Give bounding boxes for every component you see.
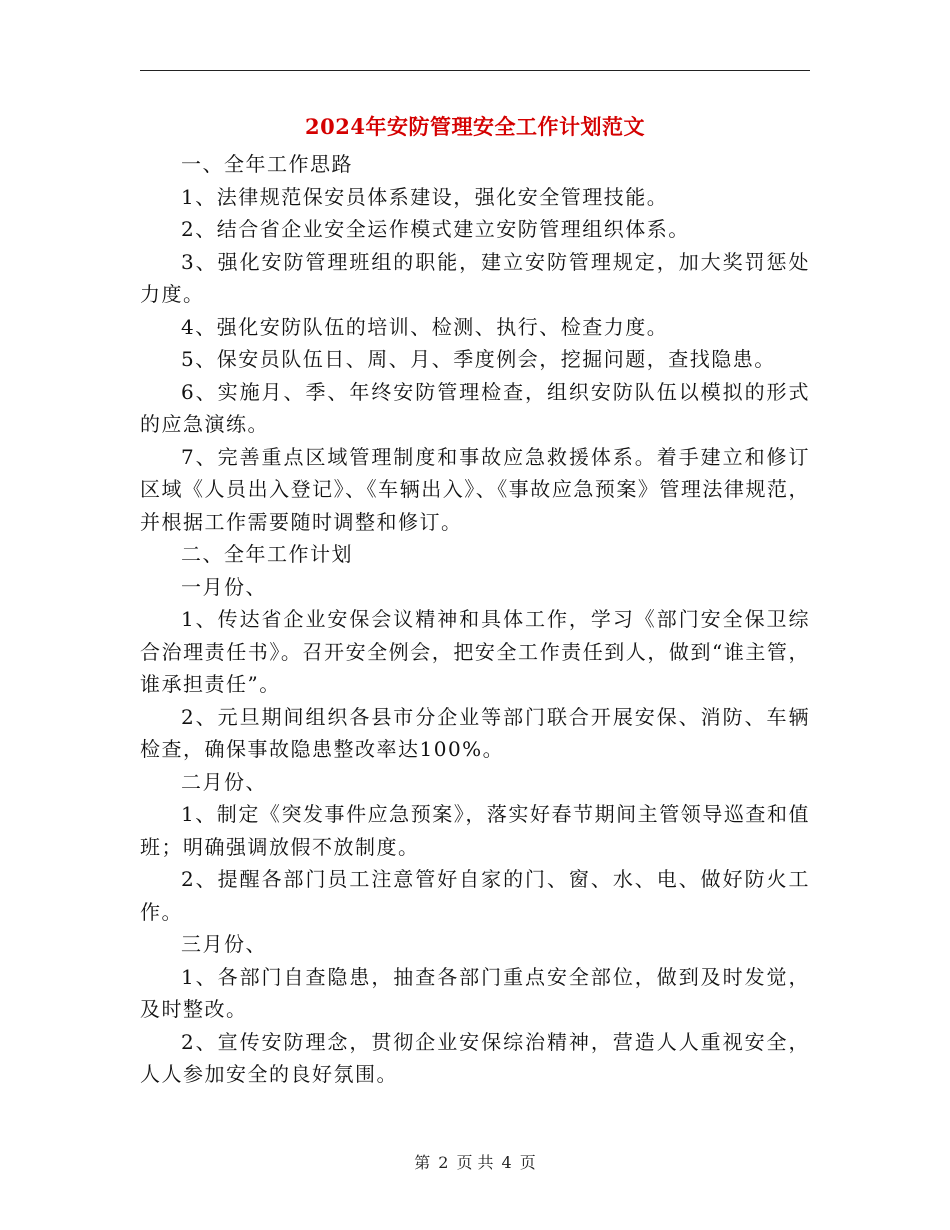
- paragraph: 1、制定《突发事件应急预案》，落实好春节期间主管领导巡查和值班；明确强调放假不放制度。: [140, 802, 810, 859]
- footer-prefix: 第: [414, 1153, 431, 1172]
- document-title: 2024年安防管理安全工作计划范文: [305, 114, 645, 139]
- paragraph: 2、宣传安防理念，贯彻企业安保综治精神，营造人人重视安全，人人参加安全的良好氛围。: [140, 1029, 810, 1086]
- paragraph: 2、结合省企业安全运作模式建立安防管理组织体系。: [181, 217, 690, 241]
- footer-current-page: 2: [438, 1153, 449, 1172]
- section-heading: 二、全年工作计划: [181, 542, 353, 566]
- paragraph: 1、法律规范保安员体系建设，强化安全管理技能。: [181, 184, 669, 209]
- month-heading: 二月份、: [181, 769, 267, 794]
- section-heading: 一、全年工作思路: [181, 152, 353, 176]
- footer-total-pages: 4: [501, 1153, 512, 1172]
- paragraph: 5、保安员队伍日、周、月、季度例会，挖掘问题，查找隐患。: [181, 347, 776, 371]
- month-heading: 三月份、: [181, 932, 267, 956]
- month-heading: 一月份、: [181, 574, 267, 599]
- paragraph: 7、完善重点区域管理制度和事故应急救援体系。着手建立和修订区域《人员出入登记》、《车辆出入》、《事故应急预案》管理法律规范，并根据工作需要随时调整和修订。: [140, 444, 810, 534]
- footer-middle: 页 共: [456, 1153, 494, 1172]
- page-footer: [0, 1153, 950, 1173]
- paragraph: 3、强化安防管理班组的职能，建立安防管理规定，加大奖罚惩处力度。: [140, 249, 810, 306]
- paragraph: 2、元旦期间组织各县市分企业等部门联合开展安保、消防、车辆检查，确保事故隐患整改率达100%。: [140, 704, 810, 761]
- paragraph: 6、实施月、季、年终安防管理检查，组织安防队伍以模拟的形式的应急演练。: [140, 379, 810, 436]
- footer-suffix: 页: [519, 1153, 536, 1172]
- header-rule: [140, 70, 810, 71]
- paragraph: 2、提醒各部门员工注意管好自家的门、窗、水、电、做好防火工作。: [140, 867, 810, 924]
- document-body: [140, 148, 810, 1091]
- paragraph: 1、传达省企业安保会议精神和具体工作，学习《部门安全保卫综合治理责任书》。召开安全例会，把安全工作责任到人，做到“谁主管，谁承担责任”。: [140, 607, 810, 696]
- paragraph: 4、强化安防队伍的培训、检测、执行、检查力度。: [181, 314, 669, 339]
- paragraph: 1、各部门自查隐患，抽查各部门重点安全部位，做到及时发觉，及时整改。: [140, 964, 810, 1021]
